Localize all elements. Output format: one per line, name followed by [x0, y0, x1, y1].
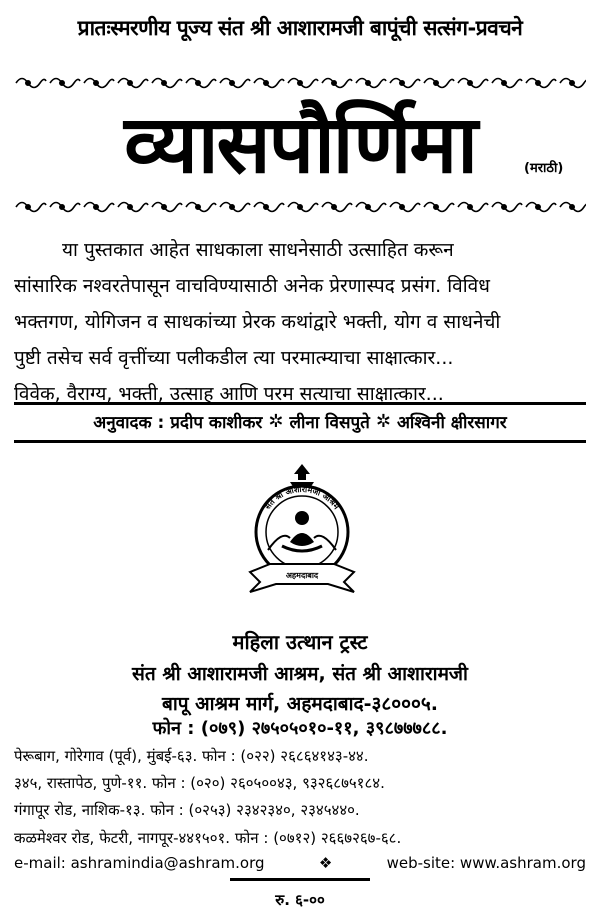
scroll-ornament-dot	[366, 205, 370, 209]
publisher-address-2: बापू आश्रम मार्ग, अहमदाबाद-३८०००५.	[161, 693, 439, 715]
scroll-ornament-dot	[366, 81, 370, 85]
divider-top	[14, 402, 586, 405]
language-label: (मराठी)	[524, 161, 564, 176]
scroll-ornament-dot	[162, 81, 166, 85]
scroll-ornament-dot	[94, 205, 98, 209]
asterisk-separator-icon: ✲	[268, 410, 284, 432]
scroll-ornament-dot	[26, 205, 30, 209]
description-line: पुष्टी तसेच सर्व वृत्तींच्या पलीकडील त्या परमात्म्याचा साक्षात्कार...	[14, 347, 454, 369]
scroll-ornament-dot	[468, 205, 472, 209]
scroll-ornament-dot	[128, 205, 132, 209]
ashram-logo	[232, 460, 372, 610]
scroll-ornament-dot	[298, 205, 302, 209]
branch-address: पेरूबाग, गोरेगाव (पूर्व), मुंबई-६३. फोन : (०२२) २६८६४१४३-४४.	[14, 747, 369, 765]
translator-name: लीना विसपुते	[289, 412, 370, 433]
branch-address: गंगापूर रोड, नाशिक-१३. फोन : (०२५३) २३४२३४०, २३४५४४०.	[14, 801, 360, 819]
scroll-ornament-dot	[434, 205, 438, 209]
diamond-separator-icon: ❖	[318, 854, 333, 872]
header-text: प्रातःस्मरणीय पूज्य संत श्री आशारामजी बापूंची सत्संग-प्रवचने	[77, 16, 523, 40]
scroll-ornament-dot	[570, 205, 574, 209]
translator-label: अनुवादक : प्रदीप काशीकर	[93, 412, 263, 433]
book-title: व्यासपौर्णिमा	[124, 98, 476, 191]
logo-bottom-text: अहमदाबाद	[285, 571, 319, 580]
scroll-ornament-dot	[60, 205, 64, 209]
scroll-ornament-dot	[26, 81, 30, 85]
scroll-ornament-dot	[162, 205, 166, 209]
scroll-ornament-dot	[196, 81, 200, 85]
scroll-ornament-dot	[264, 81, 268, 85]
description-line: या पुस्तकात आहेत साधकाला साधनेसाठी उत्साहित करून	[62, 239, 454, 261]
description-line: भक्तगण, योगिजन व साधकांच्या प्रेरक कथांद्वारे भक्ती, योग व साधनेची	[14, 311, 501, 333]
contact-row	[14, 854, 586, 872]
scroll-ornament-dot	[536, 81, 540, 85]
publisher-address-1: संत श्री आशारामजी आश्रम, संत श्री आशारामजी	[132, 663, 468, 685]
scroll-ornament-dot	[400, 205, 404, 209]
scroll-ornament-dot	[230, 81, 234, 85]
scroll-ornament-dot	[196, 205, 200, 209]
decorative-border-bottom	[14, 196, 586, 218]
scroll-ornament-dot	[94, 81, 98, 85]
book-description	[14, 232, 580, 412]
scroll-ornament-dot	[502, 81, 506, 85]
scroll-ornament-dot	[264, 205, 268, 209]
scroll-ornament-dot	[502, 205, 506, 209]
scroll-ornament-dot	[230, 205, 234, 209]
scroll-ornament-dot	[128, 81, 132, 85]
description-line: विवेक, वैराग्य, भक्ती, उत्साह आणि परम सत्याचा साक्षात्कार...	[14, 383, 444, 405]
price-divider	[230, 878, 370, 881]
translators-row	[14, 406, 586, 436]
translator-name: अश्विनी क्षीरसागर	[396, 412, 507, 433]
asterisk-separator-icon: ✲	[375, 410, 391, 432]
scroll-ornament-dot	[468, 81, 472, 85]
scroll-ornament-dot	[332, 205, 336, 209]
branch-address: कळमेश्वर रोड, फेटरी, नागपूर-४४१५०१. फोन : (०७१२) २६६७२६७-६८.	[14, 829, 402, 847]
price: रु. ६-००	[275, 891, 325, 909]
email-link[interactable]: e-mail: ashramindia@ashram.org	[14, 854, 265, 872]
website-link[interactable]: web-site: www.ashram.org	[386, 854, 586, 872]
branch-address: ३४५, रास्तापेठ, पुणे-११. फोन : (०२०) २६०५००४३, ९३२६८७५१८४.	[14, 774, 385, 792]
scroll-ornament-dot	[536, 205, 540, 209]
logo-top-text: संत श्री आशारामजी आश्रम	[263, 484, 341, 512]
description-line: सांसारिक नश्वरतेपासून वाचविण्यासाठी अनेक प्रेरणास्पद प्रसंग. विविध	[14, 275, 490, 297]
scroll-ornament-dot	[332, 81, 336, 85]
divider-bottom	[14, 440, 586, 443]
scroll-ornament-dot	[434, 81, 438, 85]
publisher-name: महिला उत्थान ट्रस्ट	[232, 630, 368, 654]
publisher-phone: फोन : (०७९) २७५०५०१०-११, ३९८७७७८८.	[152, 718, 448, 739]
decorative-border-top	[14, 72, 586, 94]
scroll-ornament-dot	[400, 81, 404, 85]
scroll-ornament-dot	[298, 81, 302, 85]
scroll-ornament-dot	[60, 81, 64, 85]
scroll-ornament-dot	[570, 81, 574, 85]
